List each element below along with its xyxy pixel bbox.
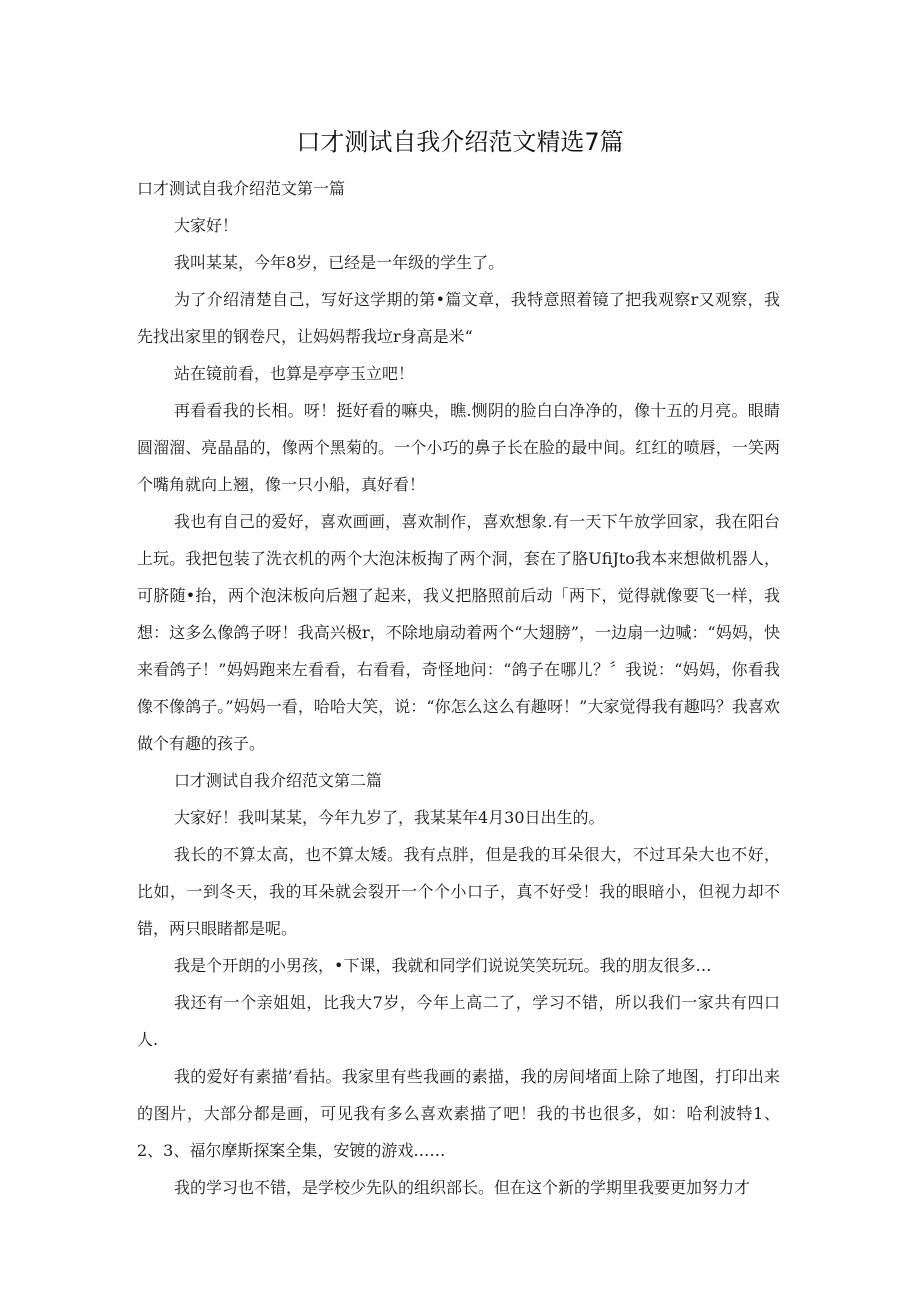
paragraph: 我还有一个亲姐姐，比我大7岁，今年上高二了，学习不错，所以我们一家共有四口人. [137, 993, 780, 1049]
paragraph: 我长的不算太高，也不算太矮。我有点胖，但是我的耳朵很大，不过耳朵大也不好，比如，一到冬天，我的耳朵就会裂开一个个小口子，真不好受！我的眼暗小，但视力却不错，两只眼睹都是呢。 [137, 845, 780, 938]
paragraph: 我叫某某，今年8岁，已经是一年级的学生了。 [174, 253, 505, 272]
paragraph: 我是个开朗的小男孩，•下课，我就和同学们说说笑笑玩玩。我的朋友很多… [174, 956, 712, 975]
document-title: 口才测试自我介绍范文精选7篇 [296, 128, 624, 156]
paragraph: 站在镜前看，也算是亭亭玉立吧！ [174, 364, 415, 383]
document-body [137, 170, 780, 1206]
paragraph: 我也有自己的爱好，喜欢画画，喜欢制作，喜欢想象.有一天下午放学回家，我在阳台上玩。我把包装了洗衣机的两个大泡沫板掏了两个洞，套在了胳UfiJto我本来想做机器人，可脐随•抬，两个泡沫板向后翘了起来，我义把胳照前后动「两下，觉得就像要飞一样，我想：这多么像鸽子呀！我高兴极r，不除地扇动着两个“大翅膀”，一边扇一边喊：“妈妈，快来看鸽子！”妈妈跑来左看看，右看看，奇怪地问：“鸽子在哪儿？〞我说：“妈妈，你看我像不像鸽子。”妈妈一看，哈哈大笑，说：“你怎么这么有趣呀！”大家觉得我有趣吗？我喜欢做个有趣的孩子。 [137, 512, 780, 753]
paragraph: 再看看我的长相。呀！挺好看的嘛央，瞧.恻阴的脸白白净净的，像十五的月亮。眼睛圆溜溜、亮晶晶的，像两个黑菊的。一个小巧的鼻子长在脸的最中间。红红的喷唇，一笑两个嘴角就向上翘，像一只小船，真好看！ [137, 401, 780, 494]
paragraph: 我的爱好有素描’看拈。我家里有些我画的素描，我的房间堵面上除了地图，打印出来的图片，大部分都是画，可见我有多么喜欢素描了吧！我的书也很多，如：哈利波特1、2、3、福尔摩斯探案全集，安镀的游戏…… [137, 1067, 780, 1160]
paragraph: 为了介绍清楚自己，写好这学期的第•篇文章，我特意照着镜了把我观察r又观察，我先找出家里的钢卷尺，让妈妈帮我垃r身高是米“ [137, 290, 780, 346]
paragraph: 大家好！我叫某某，今年九岁了，我某某年4月30日出生的。 [174, 808, 605, 827]
paragraph: 口才测试自我介绍范文第二篇 [174, 771, 383, 790]
paragraph: 大家好！ [174, 216, 239, 235]
paragraph: 口才测试自我介绍范文第一篇 [137, 179, 346, 198]
paragraph: 我的学习也不错，是学校少先队的组织部长。但在这个新的学期里我要更加努力才 [174, 1178, 751, 1197]
